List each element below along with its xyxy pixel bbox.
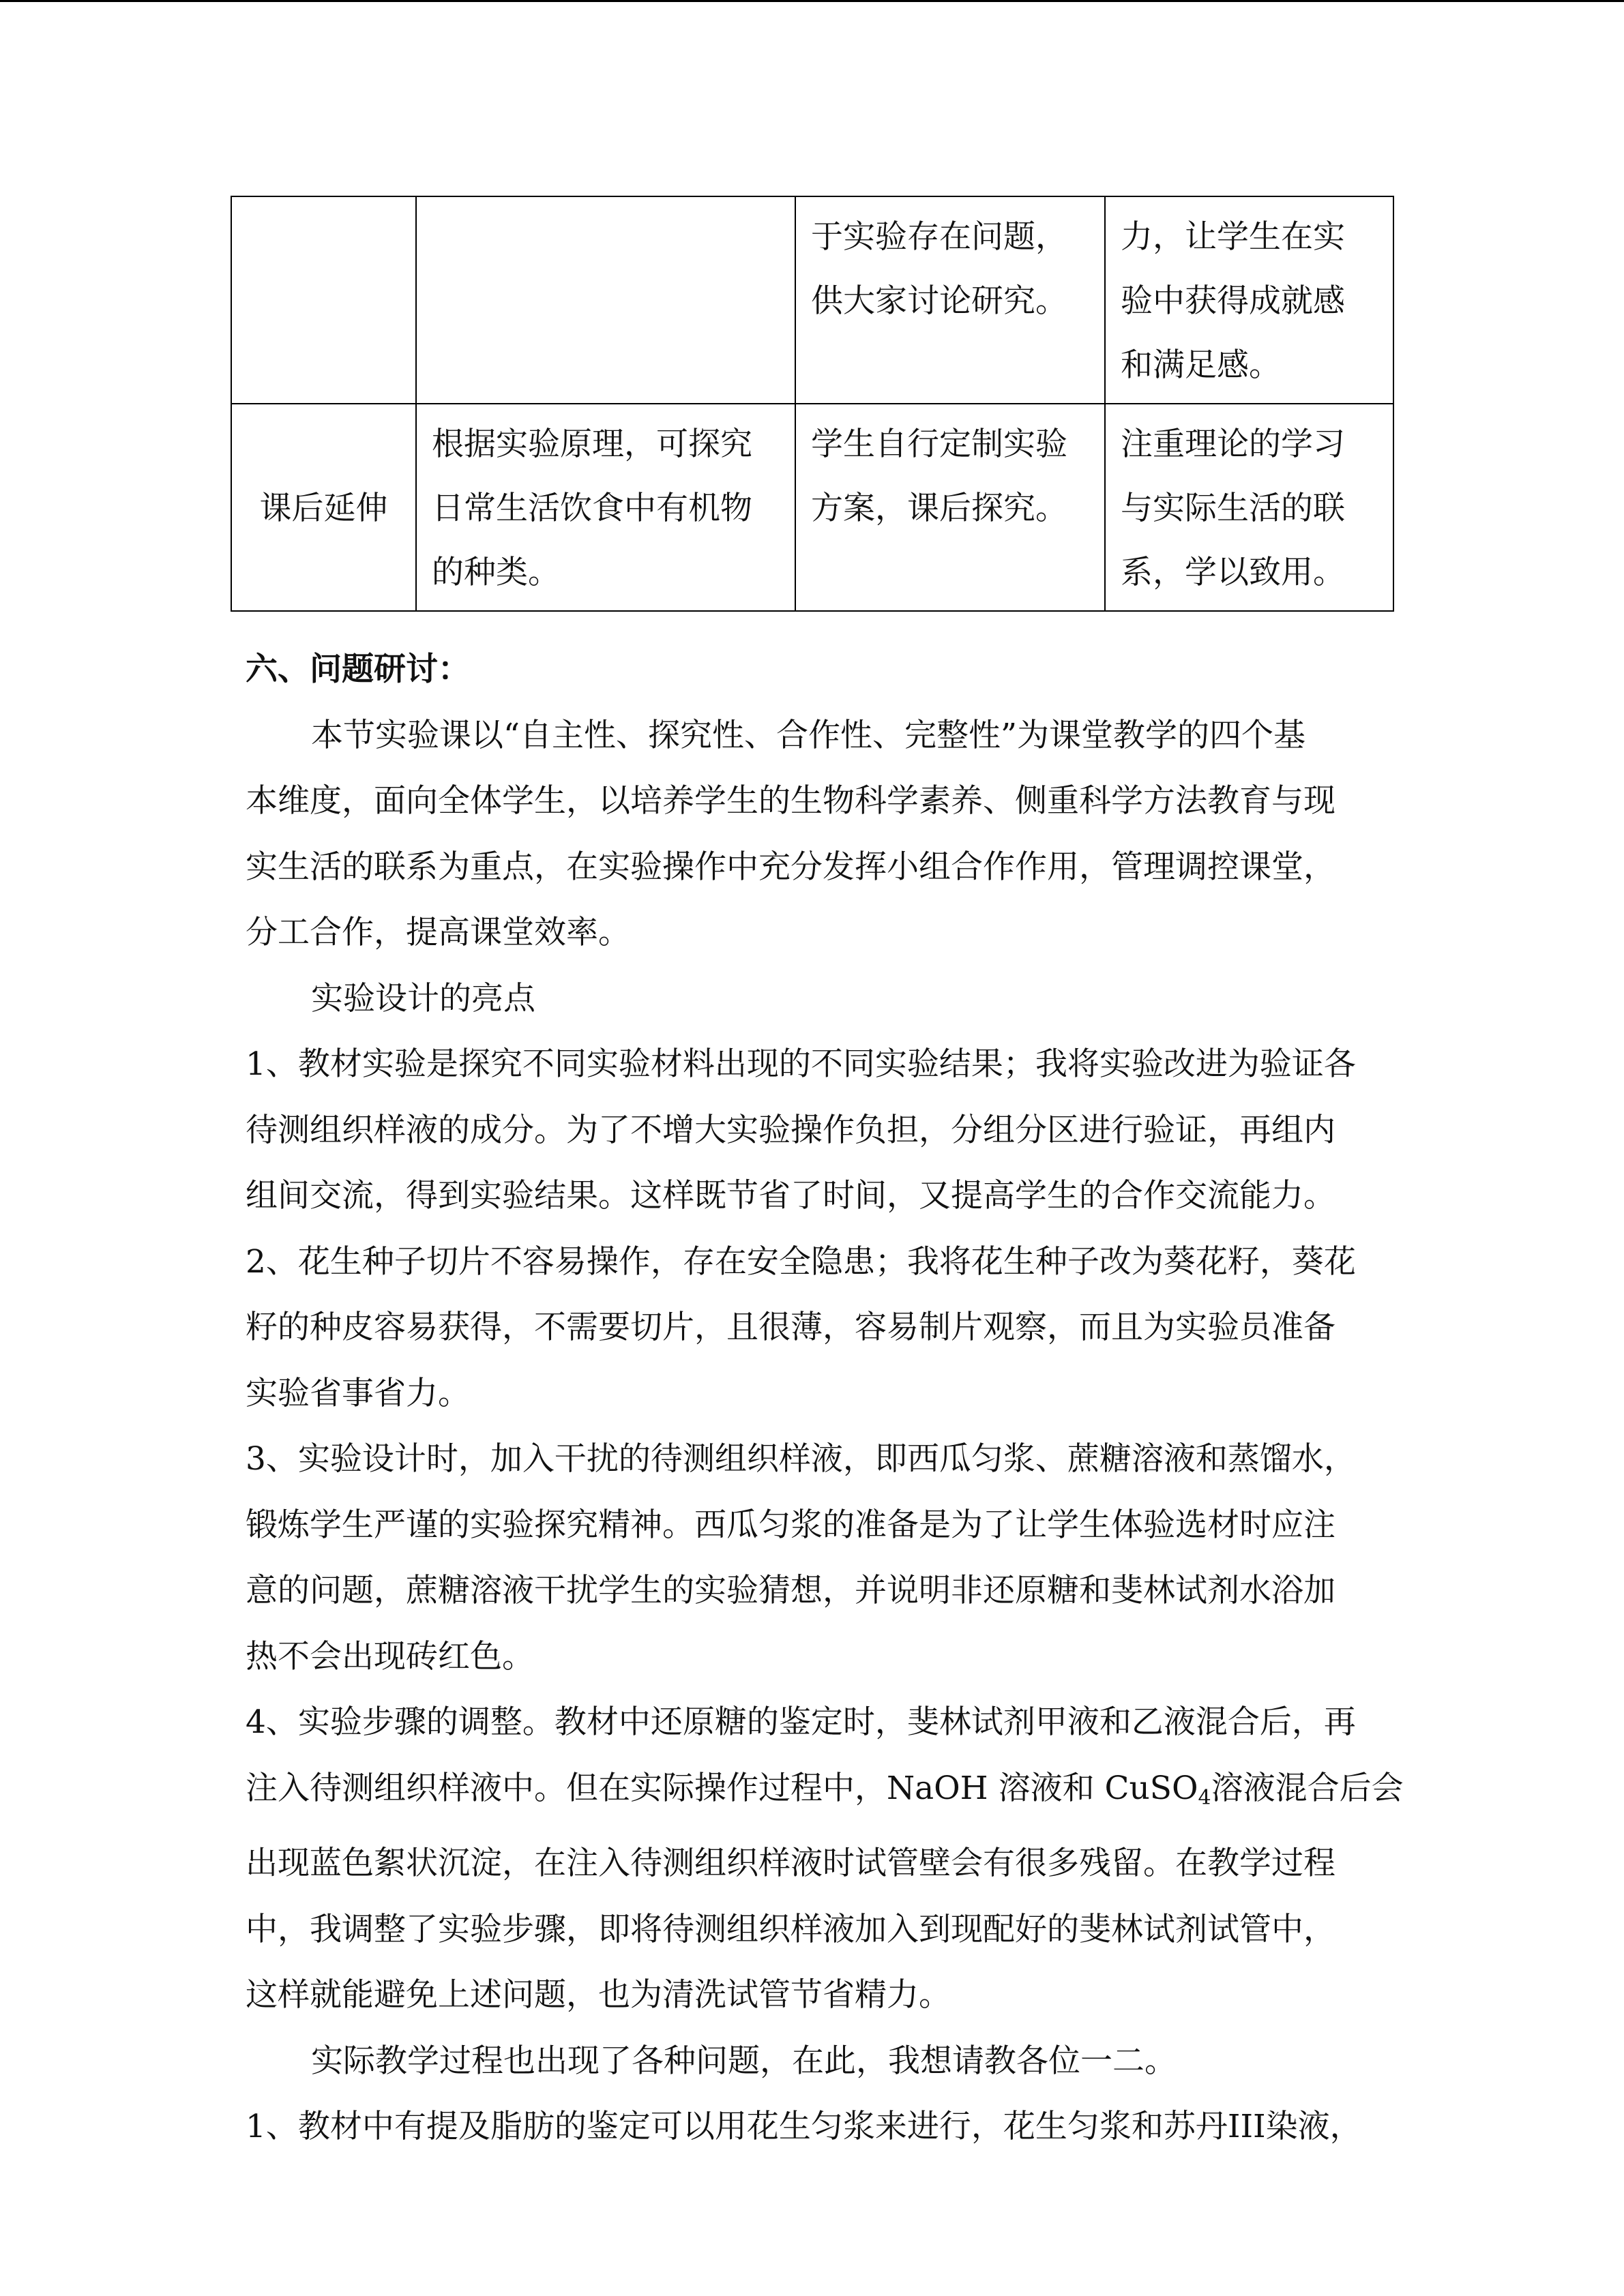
intro-line: 本维度，面向全体学生，以培养学生的生物科学素养、侧重科学方法教育与现 [246,782,1335,820]
table-cell: 根据实验原理，可探究 日常生活饮食中有机物 的种类。 [416,404,795,611]
table-cell: 力，让学生在实 验中获得成就感 和满足感。 [1105,196,1393,404]
item2-line: 籽的种皮容易获得，不需要切片，且很薄，容易制片观察，而且为实验员准备 [246,1309,1335,1346]
item4-text: 溶液混合后会 [1211,1769,1404,1807]
item3-line: 锻炼学生严谨的实验探究精神。西瓜匀浆的准备是为了让学生体验选材时应注 [246,1506,1335,1544]
table-row [231,404,1393,611]
table-cell-stage: 课后延伸 [231,404,416,611]
intro-line: 本节实验课以“自主性、探究性、合作性、完整性”为课堂教学的四个基 [311,716,1306,754]
discussion-section [246,637,1404,2160]
item3-line: 意的问题，蔗糖溶液干扰学生的实验猜想，并说明非还原糖和斐林试剂水浴加 [246,1572,1335,1609]
page-top-border [0,0,1624,2]
intro-line: 分工合作，提高课堂效率。 [246,914,630,951]
item3-line: 热不会出现砖红色。 [246,1637,534,1675]
item3-line: 3、实验设计时，加入干扰的待测组织样液，即西瓜匀浆、蔗糖溶液和蒸馏水， [246,1440,1356,1478]
subscript: 4 [1198,1785,1211,1810]
lesson-table [231,196,1394,612]
table-cell [231,196,416,404]
item4-line: 中，我调整了实验步骤，即将待测组织样液加入到现配好的斐林试剂试管中， [246,1910,1335,1948]
item4-line: 这样就能避免上述问题，也为清洗试管节省精力。 [246,1976,951,2014]
item4-text: 注入待测组织样液中。但在实际操作过程中，NaOH 溶液和 CuSO [246,1769,1198,1807]
table-cell: 于实验存在问题， 供大家讨论研究。 [795,196,1105,404]
questions-intro: 实际教学过程也出现了各种问题，在此，我想请教各位一二。 [311,2042,1177,2080]
item4-line: 4、实验步骤的调整。教材中还原糖的鉴定时，斐林试剂甲液和乙液混合后，再 [246,1703,1356,1741]
item4-line [246,1756,1404,1832]
table-cell: 学生自行定制实验 方案，课后探究。 [795,404,1105,611]
section-heading: 六、问题研讨： [246,651,470,688]
item2-line: 实验省事省力。 [246,1374,470,1412]
item4-line: 出现蓝色絮状沉淀，在注入待测组织样液时试管壁会有很多残留。在教学过程 [246,1845,1335,1882]
highlights-title: 实验设计的亮点 [311,979,535,1017]
intro-line: 实生活的联系为重点，在实验操作中充分发挥小组合作作用，管理调控课堂， [246,848,1335,886]
item1-line: 1、教材实验是探究不同实验材料出现的不同实验结果；我将实验改进为验证各 [246,1045,1356,1083]
item1-line: 待测组织样液的成分。为了不增大实验操作负担，分组分区进行验证，再组内 [246,1111,1335,1149]
item2-line: 2、花生种子切片不容易操作，存在安全隐患；我将花生种子改为葵花籽，葵花 [246,1242,1356,1281]
question-line: 1、教材中有提及脂肪的鉴定可以用花生匀浆来进行，花生匀浆和苏丹III染液， [246,2108,1362,2145]
table-cell: 注重理论的学习 与实际生活的联 系，学以致用。 [1105,404,1393,611]
table-row [231,196,1393,404]
table-cell [416,196,795,404]
item1-line: 组间交流，得到实验结果。这样既节省了时间，又提高学生的合作交流能力。 [246,1177,1335,1214]
